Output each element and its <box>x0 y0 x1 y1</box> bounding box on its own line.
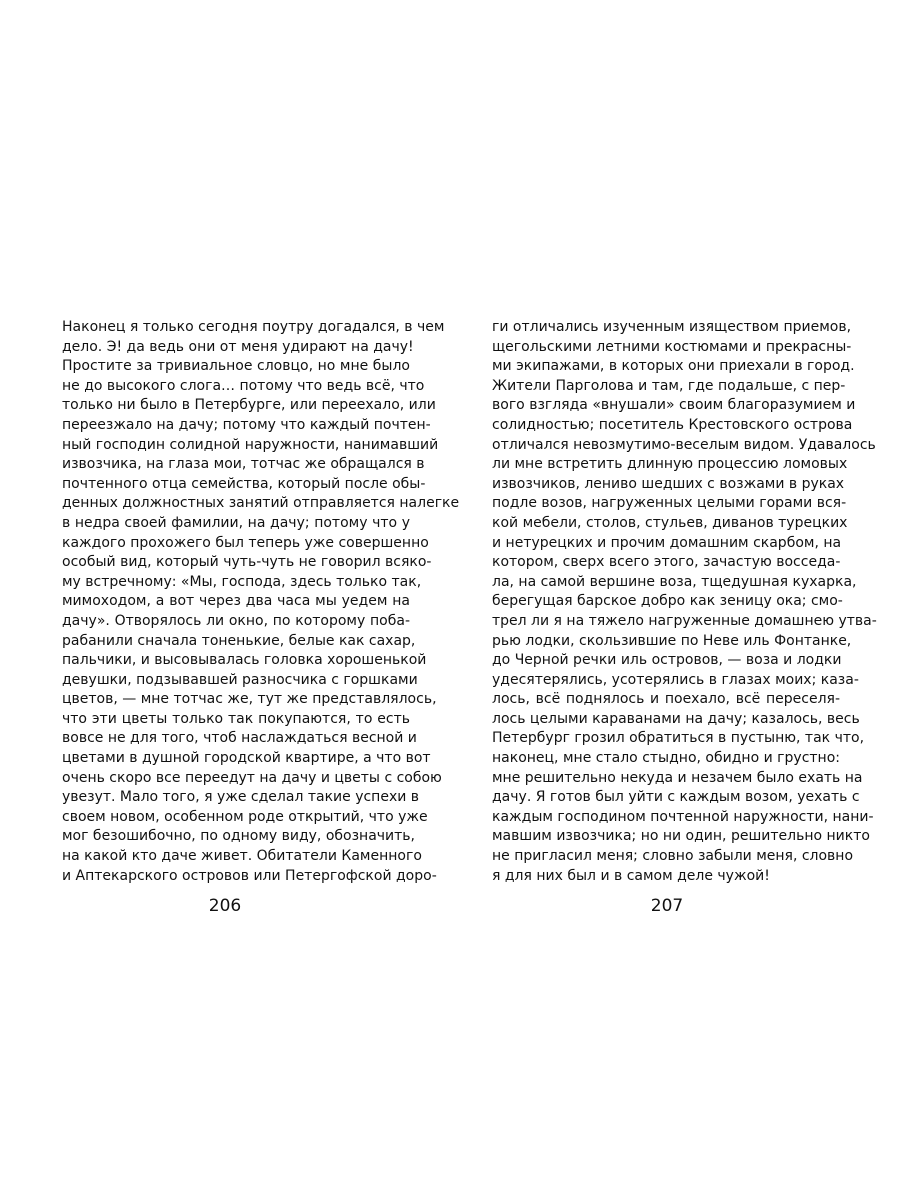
text-line: ли мне встретить длинную процессию ломовых <box>492 456 848 473</box>
text-line: только ни было в Петербурге, или переехало, или <box>62 397 436 414</box>
text-line: подле возов, нагруженных целыми горами вся- <box>492 495 847 512</box>
text-line: солидностью; посетитель Крестовского острова <box>492 416 853 433</box>
text-line: отличался невозмутимо-веселым видом. Удавалось <box>492 436 876 453</box>
text-line: Простите за тривиальное словцо, но мне было <box>62 358 410 375</box>
text-line: каждого прохожего был теперь уже совершенно <box>62 534 429 551</box>
text-line: мне решительно некуда и незачем было ехать на <box>492 769 863 786</box>
text-line: трел ли я на тяжело нагруженные домашнею утва- <box>492 612 877 629</box>
text-line: дачу. Я готов был уйти с каждым возом, уехать с <box>492 789 860 806</box>
text-line: ми экипажами, в которых они приехали в город. <box>492 358 855 375</box>
text-line: Жители Парголова и там, где подальше, с пер- <box>492 377 846 394</box>
text-line: переезжало на дачу; потому что каждый почтен- <box>62 416 431 433</box>
text-line: девушки, подзывавшей разносчика с горшками <box>62 671 418 688</box>
text-line: Наконец я только сегодня поутру догадался, в чем <box>62 319 445 335</box>
text-line: ный господин солидной наружности, нанимавший <box>62 436 439 453</box>
text-line: в недра своей фамилии, на дачу; потому что у <box>62 514 410 531</box>
text-line: очень скоро все переедут на дачу и цветы с собою <box>62 769 442 786</box>
text-line: рабанили сначала тоненькие, белые как сахар, <box>62 632 416 649</box>
text-line: мимоходом, а вот через два часа мы уедем на <box>62 593 410 610</box>
text-line: ла, на самой вершине воза, тщедушная кухарка, <box>492 573 857 590</box>
right-page-text <box>492 318 877 886</box>
text-line: Петербург грозил обратиться в пустыню, так что, <box>492 730 865 747</box>
text-line: рью лодки, скользившие по Неве иль Фонтанке, <box>492 632 852 649</box>
page-number-left: 206 <box>208 896 242 916</box>
text-line: извозчиков, лениво шедших с возжами в руках <box>492 475 845 492</box>
text-line: что эти цветы только так покупаются, то есть <box>62 710 410 727</box>
text-line: наконец, мне стало стыдно, обидно и грустно: <box>492 750 840 767</box>
text-line: берегущая барское добро как зеницу ока; смо- <box>492 593 843 610</box>
page-number-right: 207 <box>650 896 684 916</box>
text-line: не до высокого слога… потому что ведь всё, что <box>62 377 425 394</box>
text-line: мог безошибочно, по одному виду, обозначить, <box>62 828 416 845</box>
text-line: каждым господином почтенной наружности, нани- <box>492 808 874 825</box>
text-line: своем новом, особенном роде открытий, что уже <box>62 808 428 825</box>
text-line: денных должностных занятий отправляется налегке <box>62 495 460 512</box>
text-line: и нетурецких и прочим домашним скарбом, на <box>492 534 842 551</box>
left-page-text <box>62 318 460 886</box>
text-line: увезут. Мало того, я уже сделал такие успехи в <box>62 789 420 806</box>
text-line: цветов, — мне тотчас же, тут же представлялось, <box>62 691 437 708</box>
text-line: до Черной речки иль островов, — воза и лодки <box>492 652 842 669</box>
text-line: ги отличались изученным изяществом приемов, <box>492 319 852 335</box>
text-line: удесятерялись, усотерялись в глазах моих; каза- <box>492 671 859 688</box>
text-line: вовсе не для того, чтоб наслаждаться весной и <box>62 730 417 747</box>
text-line: лось целыми караванами на дачу; казалось, весь <box>492 710 860 727</box>
text-line: не пригласил меня; словно забыли меня, словно <box>492 848 854 865</box>
text-line: на какой кто даче живет. Обитатели Каменного <box>62 848 422 865</box>
text-line: вого взгляда «внушали» своим благоразумием и <box>492 397 856 414</box>
text-line: дело. Э! да ведь они от меня удирают на дачу! <box>62 338 414 355</box>
text-line: и Аптекарского островов или Петергофской доро- <box>62 867 437 884</box>
text-line: мавшим извозчика; но ни один, решительно никто <box>492 828 870 845</box>
text-line: щегольскими летними костюмами и прекрасны- <box>492 338 852 355</box>
text-line: цветами в душной городской квартире, а что вот <box>62 750 431 767</box>
text-line: котором, сверх всего этого, зачастую восседа- <box>492 554 841 571</box>
text-line: кой мебели, столов, стульев, диванов турецких <box>492 514 848 531</box>
text-line: почтенного отца семейства, который после обы- <box>62 475 426 492</box>
text-line: особый вид, который чуть-чуть не говорил всяко- <box>62 554 432 571</box>
text-line: лось, всё поднялось и поехало, всё переселя- <box>492 691 840 708</box>
text-line: я для них был и в самом деле чужой! <box>492 867 770 884</box>
text-line: извозчика, на глаза мои, тотчас же обращался в <box>62 456 425 473</box>
text-line: му встречному: «Мы, господа, здесь только так, <box>62 573 422 590</box>
text-line: пальчики, и высовывалась головка хорошенькой <box>62 652 427 669</box>
text-line: дачу». Отворялось ли окно, по которому поба- <box>62 612 410 629</box>
